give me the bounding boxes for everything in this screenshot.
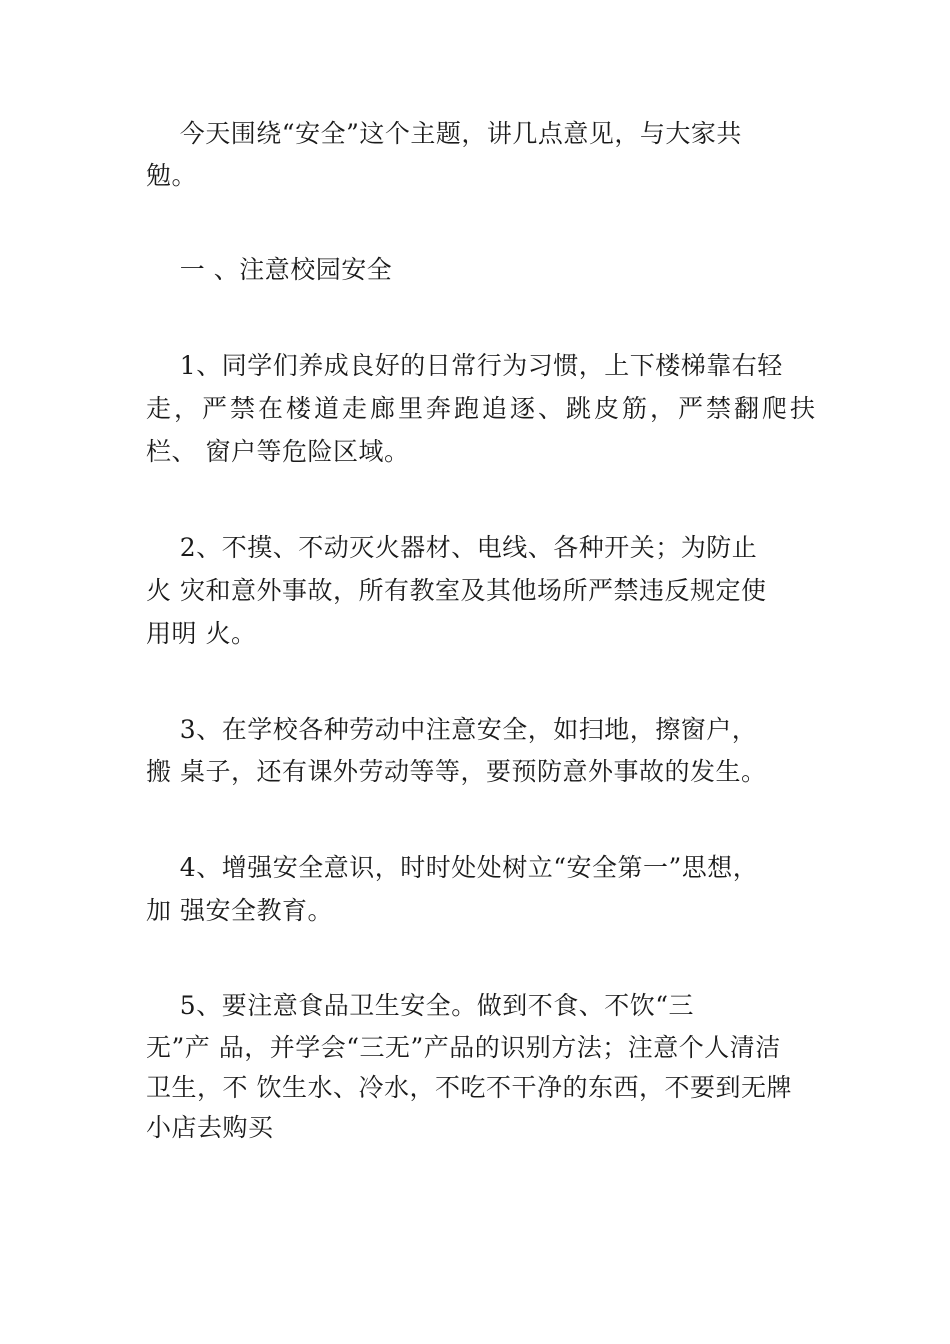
section-heading: 一 、注意校园安全 [146, 255, 393, 284]
item-5-line-1: 5、要注意食品卫生安全。做到不食、不饮“三 [146, 991, 694, 1020]
item-1-line-1: 1、同学们养成良好的日常行为习惯，上下楼梯靠右轻 [146, 351, 783, 380]
item-2-line-2: 火 灾和意外事故，所有教室及其他场所严禁违反规定使 [146, 576, 767, 605]
item-5-line-4: 小店去购买 [146, 1113, 274, 1142]
item-1-line-2: 走，严禁在楼道走廊里奔跑追逐、跳皮筋，严禁翻爬扶 [146, 394, 819, 423]
item-2-line-1: 2、不摸、不动灭火器材、电线、各种开关；为防止 [146, 533, 758, 562]
item-2-line-3: 用明 火。 [146, 619, 257, 648]
intro-line-1: 今天围绕“安全”这个主题，讲几点意见，与大家共 [146, 119, 742, 148]
item-5-line-3: 卫生，不 饮生水、冷水，不吃不干净的东西，不要到无牌 [146, 1073, 792, 1102]
item-3-line-2: 搬 桌子，还有课外劳动等等，要预防意外事故的发生。 [146, 757, 767, 786]
item-3-line-1: 3、在学校各种劳动中注意安全，如扫地，擦窗户， [146, 715, 758, 744]
item-5-line-2: 无”产 品，并学会“三无”产品的识别方法；注意个人清洁 [146, 1033, 781, 1062]
item-4-line-2: 加 强安全教育。 [146, 896, 333, 925]
item-1-line-3: 栏、 窗户等危险区域。 [146, 437, 410, 466]
item-4-line-1: 4、增强安全意识，时时处处树立“安全第一”思想， [146, 853, 759, 882]
intro-line-2: 勉。 [146, 161, 198, 190]
